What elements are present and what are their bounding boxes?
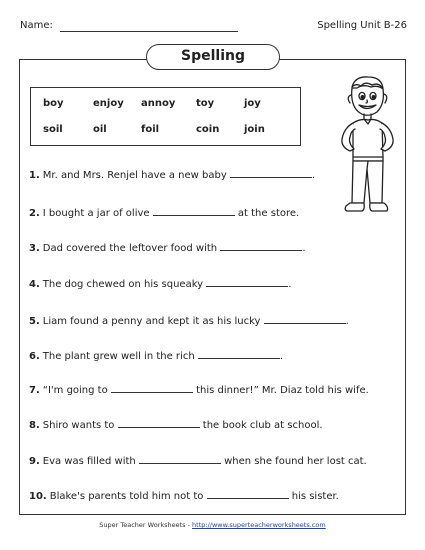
header [20, 20, 407, 36]
word-bank-word: annoy [141, 98, 176, 109]
question-text: Shiro wants to [42, 420, 118, 431]
question-text: the book club at school. [199, 420, 323, 431]
question-text: I bought a jar of olive [42, 208, 153, 219]
word-bank-word: toy [196, 98, 215, 109]
question-8 [29, 418, 323, 431]
answer-blank[interactable] [230, 168, 312, 178]
footer-link[interactable]: http://www.superteacherworksheets.com [192, 521, 326, 529]
question-5 [29, 314, 349, 327]
unit-label: Spelling Unit B-26 [317, 20, 407, 31]
answer-blank[interactable] [198, 349, 280, 359]
answer-blank[interactable] [207, 489, 289, 499]
question-text: Mr. and Mrs. Renjel have a new baby [42, 170, 230, 181]
question-number: 3. [29, 243, 40, 254]
answer-blank[interactable] [139, 454, 221, 464]
question-text: Blake's parents told him not to [49, 491, 207, 502]
question-number: 7. [29, 385, 40, 396]
name-label: Name: [20, 20, 53, 31]
question-text: when she found her lost cat. [220, 456, 367, 467]
word-bank-word: boy [43, 98, 64, 109]
question-7 [29, 383, 369, 396]
question-6 [29, 349, 283, 362]
question-2 [29, 206, 299, 219]
word-bank-word: coin [196, 124, 220, 135]
question-number: 5. [29, 316, 40, 327]
question-text: this dinner!” Mr. Diaz told his wife. [192, 385, 369, 396]
footer-text: Super Teacher Worksheets - [99, 521, 193, 529]
question-text: . [311, 170, 316, 181]
question-number: 1. [29, 170, 40, 181]
answer-blank[interactable] [220, 241, 302, 251]
question-text: his sister. [288, 491, 339, 502]
question-3 [29, 241, 306, 254]
question-text: . [302, 243, 306, 254]
question-number: 9. [29, 456, 40, 467]
word-bank-word: joy [244, 98, 261, 109]
word-bank-word: oil [93, 124, 107, 135]
question-text: . [288, 279, 292, 290]
question-text: “I'm going to [42, 385, 111, 396]
cartoon-boy-icon [335, 73, 397, 221]
question-10 [29, 489, 339, 502]
answer-blank[interactable] [118, 418, 200, 428]
question-text: Eva was filled with [42, 456, 139, 467]
name-field[interactable] [60, 31, 238, 32]
question-text: The plant grew well in the rich [42, 351, 198, 362]
footer [0, 521, 425, 529]
question-number: 10. [29, 491, 47, 502]
question-number: 4. [29, 279, 40, 290]
question-number: 8. [29, 420, 40, 431]
question-number: 2. [29, 208, 40, 219]
question-4 [29, 277, 291, 290]
question-text: Liam found a penny and kept it as his lucky [42, 316, 264, 327]
question-text: . [345, 316, 349, 327]
answer-blank[interactable] [153, 206, 235, 216]
question-number: 6. [29, 351, 40, 362]
answer-blank[interactable] [206, 277, 288, 287]
answer-blank[interactable] [111, 383, 193, 393]
question-text: The dog chewed on his squeaky [42, 279, 207, 290]
word-bank-word: soil [43, 124, 63, 135]
word-bank-word: foil [141, 124, 160, 135]
answer-blank[interactable] [264, 314, 346, 324]
question-text: . [279, 351, 284, 362]
question-1 [29, 168, 315, 181]
word-bank [30, 87, 301, 146]
question-text: Dad covered the leftover food with [42, 243, 221, 254]
question-text: at the store. [234, 208, 300, 219]
question-9 [29, 454, 367, 467]
word-bank-word: join [244, 124, 265, 135]
page-title: Spelling [146, 44, 280, 70]
word-bank-word: enjoy [93, 98, 124, 109]
